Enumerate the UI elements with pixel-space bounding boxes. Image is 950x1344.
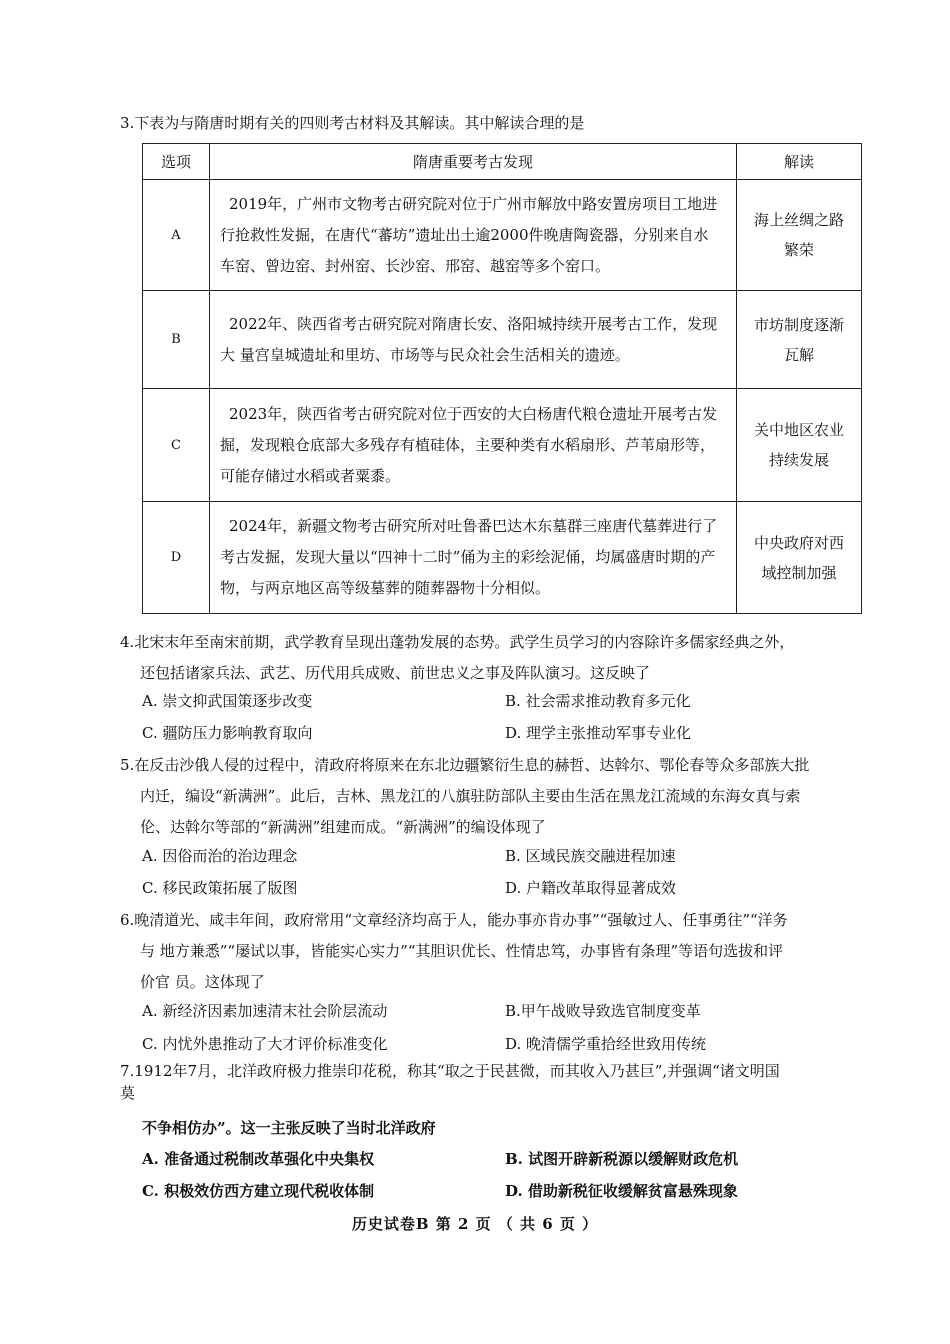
row-interpretation: 关中地区农业持续发展 (737, 389, 862, 502)
q6-options-row1 (142, 1000, 862, 1026)
q5-options-row2 (142, 877, 862, 903)
q7-option-d: D. 借助新税征收缓解贫富悬殊现象 (505, 1182, 738, 1200)
q5-stem-line1: 5.在反击沙俄人侵的过程中，清政府将原来在东北边疆繁衍生息的赫哲、达斡尔、鄂伦春等众多部族大批 (120, 756, 810, 774)
q7-stem-line2: 莫 (120, 1084, 136, 1102)
q5-option-c: C. 移民政策拓展了版图 (142, 879, 298, 897)
row-option: C (143, 389, 210, 502)
row-option: D (143, 502, 210, 614)
q4-stem-line2: 还包括诸家兵法、武艺、历代用兵成败、前世忠义之事及阵队演习。这反映了 (140, 664, 651, 682)
table-row (143, 291, 862, 389)
page-footer: 历史试卷B 第 2 页 （ 共 6 页 ） (351, 1215, 599, 1233)
q4-options-row1 (142, 690, 862, 716)
q7-stem (120, 1060, 870, 1104)
q5-option-b: B. 区域民族交融进程加速 (505, 847, 676, 865)
q7-options-row1 (142, 1148, 862, 1174)
row-discovery: 2024年，新疆文物考古研究所对吐鲁番巴达木东墓群三座唐代墓葬进行了考古发掘，发现大量以“四神十二时”俑为主的彩绘泥俑，均属盛唐时期的产物，与两京地区高等级墓葬的随葬器物十分相似。 (210, 502, 737, 614)
q7-option-a: A. 准备通过税制改革强化中央集权 (142, 1150, 375, 1168)
q4-option-c: C. 疆防压力影响教育取向 (142, 724, 313, 742)
q4-options-row2 (142, 722, 862, 748)
q6-stem-line3: 价官 员。这体现了 (140, 973, 265, 991)
q7-option-b: B. 试图开辟新税源以缓解财政危机 (505, 1150, 739, 1168)
q5-stem (120, 750, 870, 843)
q5-option-d: D. 户籍改革取得显著成效 (505, 879, 677, 897)
table-row (143, 502, 862, 614)
q6-option-d: D. 晚清儒学重拾经世致用传统 (505, 1035, 707, 1053)
row-discovery: 2019年，广州市文物考古研究院对位于广州市解放中路安置房项目工地进行抢救性发掘，在唐代“蕃坊”遗址出土逾2000件晚唐陶瓷器，分别来自水 车窑、曾边窑、封州窑、长沙窑、邢窑、越窑等多个窑口。 (210, 180, 737, 291)
header-interpretation: 解读 (737, 144, 862, 180)
row-discovery: 2022年、陕西省考古研究院对隋唐长安、洛阳城持续开展考古工作，发现大 量宫皇城遗址和里坊、市场等与民众社会生活相关的遗迹。 (210, 291, 737, 389)
q5-stem-line2: 内迁，编设“新满洲”。此后，吉林、黑龙江的八旗驻防部队主要由生活在黑龙江流域的东海女真与索 (140, 787, 801, 805)
q6-options-row2 (142, 1033, 862, 1059)
q6-stem-line1: 6.晚清道光、咸丰年间，政府常用“文章经济均高于人，能办事亦肯办事”“强敏过人、任事勇往”“洋务 (120, 911, 788, 929)
q6-option-b: B.甲午战败导致选官制度变革 (505, 1002, 701, 1020)
q5-options-row1 (142, 845, 862, 871)
table-row (143, 389, 862, 502)
q4-option-d: D. 理学主张推动军事专业化 (505, 724, 692, 742)
row-option: A (143, 180, 210, 291)
row-interpretation: 市坊制度逐渐瓦解 (737, 291, 862, 389)
q4-stem (120, 627, 870, 689)
q7-stem-line3: 不争相仿办”。这一主张反映了当时北洋政府 (142, 1119, 436, 1137)
q4-option-a: A. 崇文抑武国策逐步改变 (142, 692, 313, 710)
q6-stem (120, 905, 870, 998)
q6-option-c: C. 内忧外患推动了大才评价标准变化 (142, 1035, 388, 1053)
q5-stem-line3: 伦、达斡尔等部的“新满洲”组建而成。“新满洲”的编设体现了 (140, 818, 546, 836)
q4-option-b: B. 社会需求推动教育多元化 (505, 692, 691, 710)
archaeology-table (142, 143, 862, 614)
table-header-row (143, 144, 862, 180)
q7-options-row2 (142, 1180, 862, 1206)
q5-option-a: A. 因俗而治的治边理念 (142, 847, 298, 865)
row-discovery: 2023年，陕西省考古研究院对位于西安的大白杨唐代粮仓遗址开展考古发掘，发现粮仓底部大多残存有植硅体，主要种类有水稻扇形、芦苇扇形等，可能存储过水稻或者粟黍。 (210, 389, 737, 502)
row-option: B (143, 291, 210, 389)
row-interpretation: 海上丝绸之路繁荣 (737, 180, 862, 291)
q7-option-c: C. 积极效仿西方建立现代税收体制 (142, 1182, 375, 1200)
q6-option-a: A. 新经济因素加速清末社会阶层流动 (142, 1002, 388, 1020)
q4-stem-line1: 4.北宋末年至南宋前期，武学教育呈现出蓬勃发展的态势。武学生员学习的内容除许多儒家经典之外， (120, 633, 795, 651)
q3-stem: 3.下表为与隋唐时期有关的四则考古材料及其解读。其中解读合理的是 (120, 114, 585, 132)
header-option: 选项 (143, 144, 210, 180)
table-row (143, 180, 862, 291)
header-discovery: 隋唐重要考古发现 (210, 144, 737, 180)
q6-stem-line2: 与 地方兼悉”“屡试以事，皆能实心实力”“其胆识优长、性情忠笃，办事皆有条理”等语句选拔和评 (140, 942, 784, 960)
q7-stem-line1: 7.1912年7月，北洋政府极力推崇印花税，称其“取之于民甚微，而其收入乃甚巨”,并强调“诸文明国 (120, 1062, 780, 1080)
row-interpretation: 中央政府对西域控制加强 (737, 502, 862, 614)
